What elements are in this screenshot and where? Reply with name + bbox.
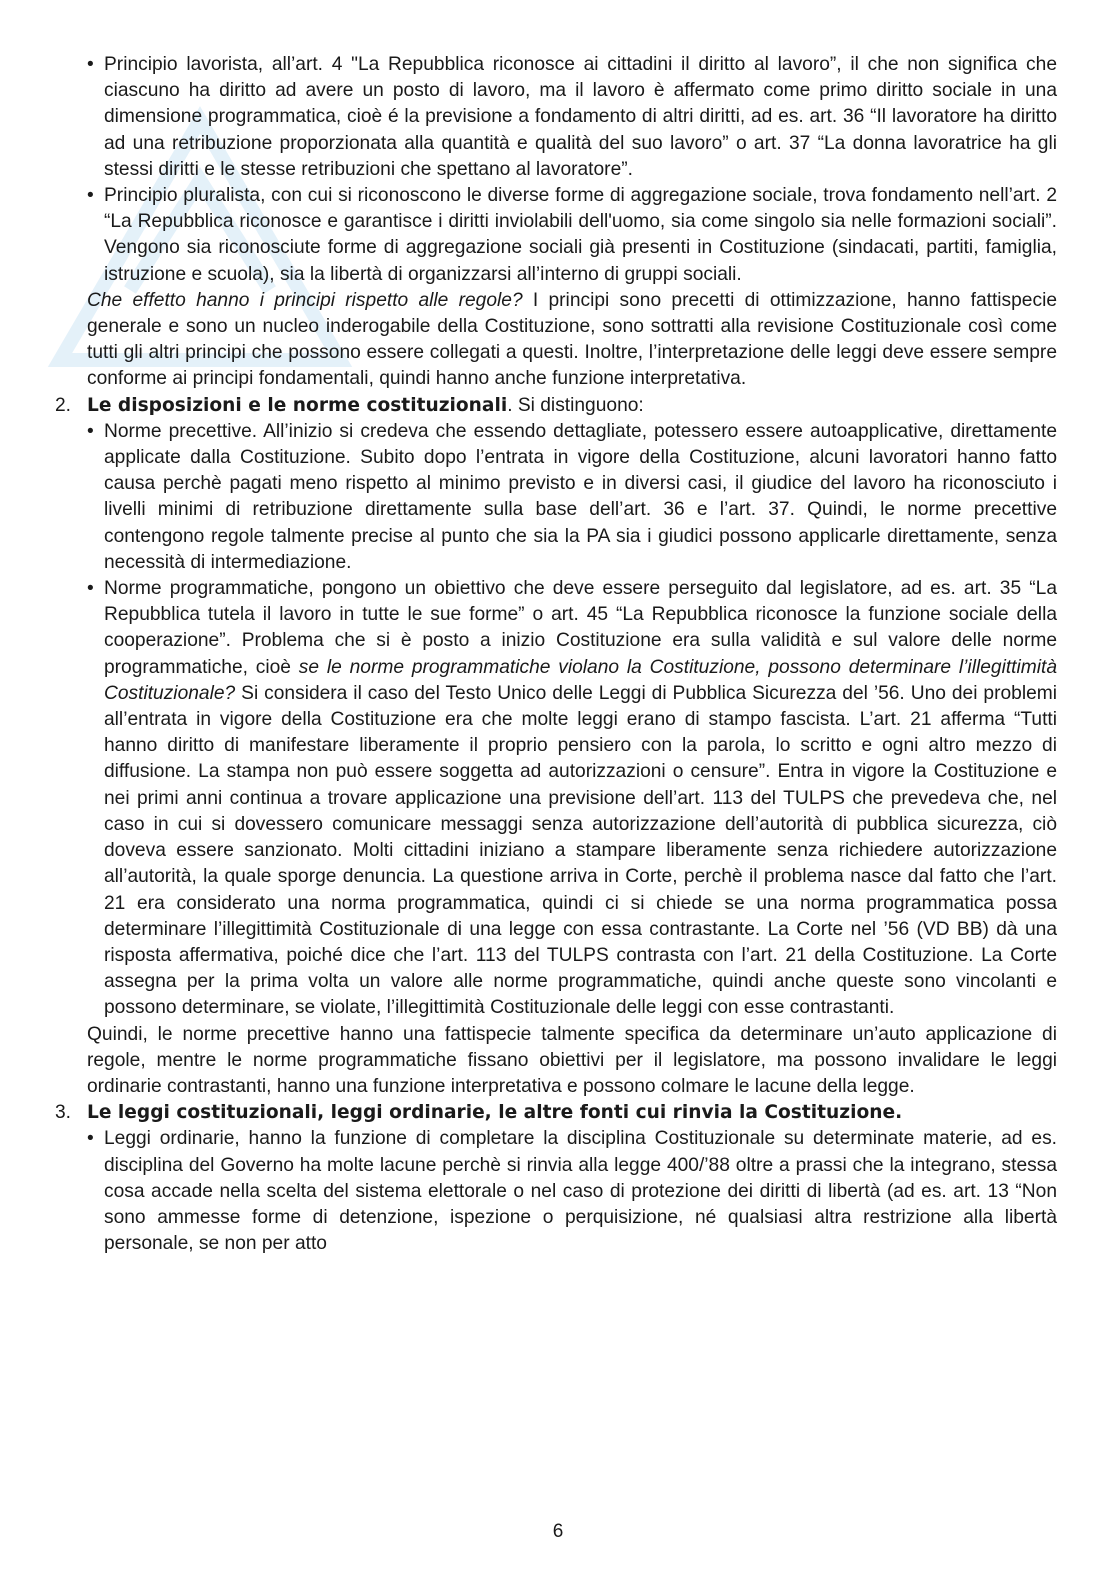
section-title-suffix: . Si distinguono:	[507, 394, 644, 416]
bullet-text: Norme precettive. All’inizio si credeva che essendo dettagliate, potessero essere autoapplicative, direttamente applicate dalla Costituzione. Subito dopo l’entrata in vigore della Costituzione, alcuni lavoratori hanno fatto causa perchè pagati meno rispetto al minimo previsto e in diversi casi, il giudice del lavoro ha riconosciuto i livelli minimi di retribuzione direttamente sulla base dell’art. 36 e l’art. 37. Quindi, le norme precettive contengono regole talmente precise al punto che sia la PA sia i giudici possono applicarle direttamente, senza necessità di intermediazione.	[104, 420, 1057, 573]
section-heading-2	[55, 393, 1057, 419]
section-number: 3.	[55, 1102, 72, 1124]
bullet-text: Norme programmatiche, pongono un obiettivo che deve essere perseguito dal legislatore, ad es. art. 35 “La Repubblica tutela il lavoro in tutte le sue forme” o art. 45 “La Repubblica riconosce la funzione sociale della cooperazione”. Problema che si è posto a inizio Costituzione era sulla validità e sul valore delle norme programmatiche, cioè	[104, 578, 1057, 678]
bullet-principio-lavorista	[87, 52, 1057, 183]
bullet-text: Leggi ordinarie, hanno la funzione di completare la disciplina Costituzionale su determinate materie, ad es. disciplina del Governo ha molte lacune perchè si rinvia alla legge 400/’88 oltre a prassi che la integrano, stessa cosa accade nella scelta del sistema elettorale o nel caso di protezione dei diritti di libertà (ad es. art. 13 “Non sono ammesse forme di detenzione, ispezione o perquisizione, né qualsiasi altra restrizione alla libertà personale, se non per atto	[104, 1128, 1057, 1255]
bullet-norme-programmatiche	[87, 576, 1057, 1021]
bullet-text: Principio lavorista, all’art. 4 "La Repubblica riconosce ai cittadini il diritto al lavoro”, il che non significa che ciascuno ha diritto ad avere un posto di lavoro, ma il lavoro è affermato come primo diritto sociale in una dimensione programmatica, cioè é la previsione a fondamento di altri diritti, ad es. art. 36 “Il lavoratore ha diritto ad una retribuzione proporzionata alla quantità e qualità del suo lavoro” o art. 37 “La donna lavoratrice ha gli stessi diritti e le stesse retribuzioni che spettano al lavoratore”.	[104, 54, 1057, 180]
bullet-icon: •	[87, 185, 94, 207]
bullet-norme-precettive	[87, 419, 1057, 576]
bullet-icon: •	[87, 578, 94, 600]
bullet-icon: •	[87, 1128, 94, 1150]
bullet-text-continued: Si considera il caso del Testo Unico delle Leggi di Pubblica Sicurezza del ’56. Uno dei problemi all’entrata in vigore della Costituzione era che molte leggi erano di stampo fascista. L’art. 21 afferma “Tutti hanno diritto di manifestare liberamente il proprio pensiero con la parola, lo scritto e ogni altro mezzo di diffusione. La stampa non può essere soggetta ad autorizzazioni o censure”. Entra in vigore la Costituzione e nei primi anni continua a trovare applicazione una previsione dell’art. 113 del TULPS che prevedeva che, nel caso in cui si dovessero comunicare messaggi senza autorizzazione dell’autorità di pubblica sicurezza, ciò doveva essere sanzionato. Molti cittadini iniziano a stampare liberamente senza richiedere autorizzazione all’autorità, la quale sporge denuncia. La questione arriva in Corte, perchè il problema nasce dal fatto che l’art. 21 era considerato una norma programmatica, quindi ci si chiede se una norma programmatica possa determinare l’illegittimità Costituzionale di una legge con essa contrastante. La Corte nel ’56 (VD BB) dà una risposta affermativa, poiché dice che l’art. 113 del TULPS contrasta con l’art. 21 della Costituzione. La Corte assegna per la prima volta un valore alle norme programmatiche, quindi anche queste sono vincolanti e possono determinare, se violate, l’illegittimità Costituzionale delle leggi con esse contrastanti.	[104, 682, 1057, 1019]
paragraph-principi-regole	[87, 288, 1057, 393]
section-number: 2.	[55, 394, 72, 416]
bullet-principio-pluralista	[87, 183, 1057, 288]
paragraph-text: I principi sono precetti di ottimizzazione, hanno fattispecie generale e sono un nucleo inderogabile della Costituzione, sono sottratti alla revisione Costituzionale così come tutti gli altri principi che possono essere collegati a questi. Inoltre, l’interpretazione delle leggi deve essere sempre conforme ai principi fondamentali, quindi hanno anche funzione interpretativa.	[87, 289, 1057, 390]
section-title: Le disposizioni e le norme costituzionali	[87, 394, 508, 416]
page-number: 6	[552, 1521, 564, 1542]
bullet-text: Principio pluralista, con cui si riconoscono le diverse forme di aggregazione sociale, trova fondamento nell’art. 2 “La Repubblica riconosce e garantisce i diritti inviolabili dell'uomo, sia come singolo sia nelle formazioni sociali”. Vengono sia riconosciute forme di aggregazione sociali già presenti in Costituzione (sindacati, partiti, famiglia, istruzione e scuola), sia la libertà di organizzarsi all’interno di gruppi sociali.	[104, 185, 1057, 285]
section-heading-3	[55, 1100, 1057, 1126]
bullet-icon: •	[87, 420, 94, 442]
bullet-icon: •	[87, 54, 94, 75]
bullet-leggi-ordinarie	[87, 1126, 1057, 1257]
italic-question: Che effetto hanno i principi rispetto alle regole?	[87, 289, 523, 311]
document-body	[55, 52, 1058, 1257]
italic-question: se le norme programmatiche violano la Costituzione, possono determinare l’illegittimità Costituzionale?	[104, 656, 1058, 704]
paragraph-quindi: Quindi, le norme precettive hanno una fattispecie talmente specifica da determinare un’auto applicazione di regole, mentre le norme programmatiche fissano obiettivi per il legislatore, ma possono invalidare le leggi ordinarie contrastanti, hanno una funzione interpretativa e possono colmare le lacune della legge.	[87, 1023, 1057, 1097]
section-title: Le leggi costituzionali, leggi ordinarie, le altre fonti cui rinvia la Costituzione.	[87, 1102, 903, 1124]
